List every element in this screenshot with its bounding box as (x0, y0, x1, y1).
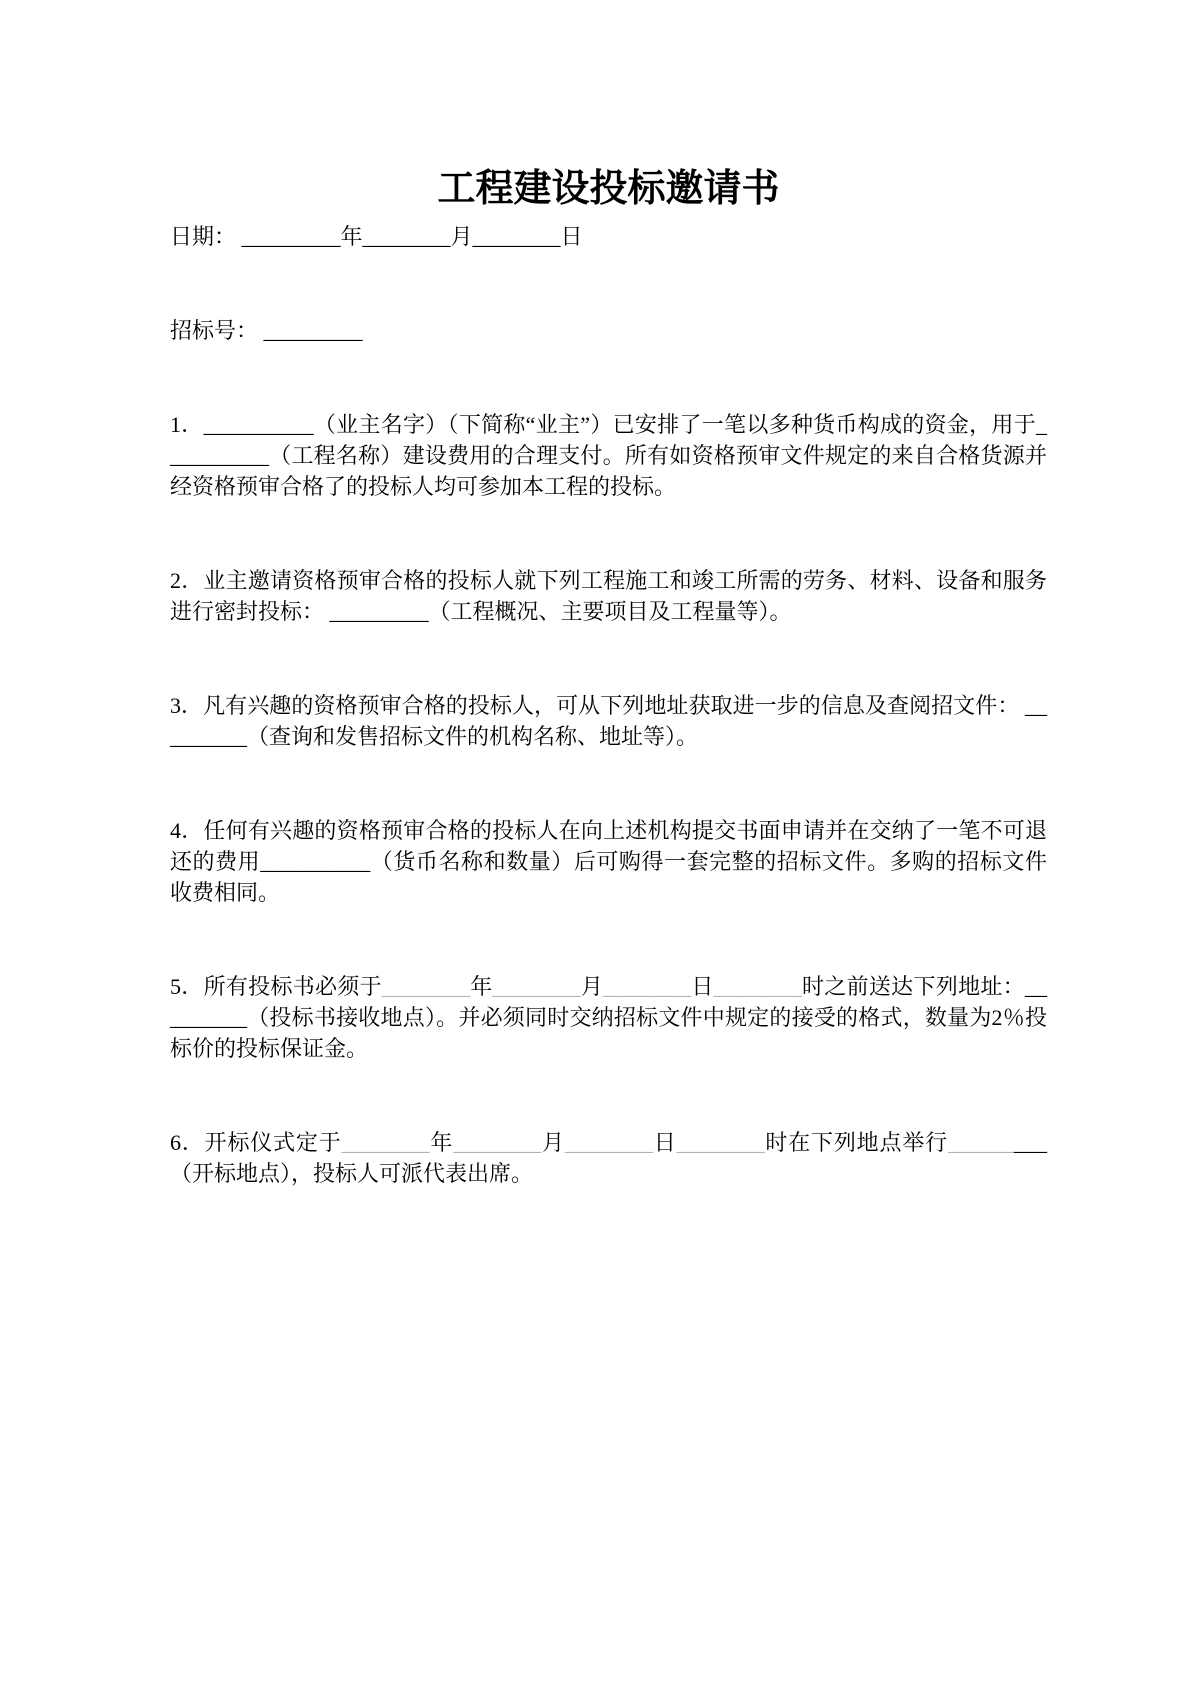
text-run: 6．开标仪式定于 (170, 1130, 342, 1155)
text-run: 月 (580, 974, 604, 999)
paragraph-5 (170, 971, 1047, 1064)
text-run: 日 (652, 1130, 677, 1155)
blank-field: ________ (603, 974, 692, 999)
text-run: （业主名字）（下简称“业主”）已安排了一笔以多种货币构成的资金，用于 (313, 412, 1036, 437)
blank-field: ________ (381, 974, 470, 999)
date-line (170, 221, 1047, 252)
text-run: 日期： (170, 224, 242, 249)
bid-number-line (170, 315, 1047, 346)
blank-field: ______ (947, 1130, 1014, 1155)
text-run: （工程名称）建设费用的合理支付。所有如资格预审文件规定的来自合格货源并经资格预审合格了的投标人均可参加本工程的投标。 (170, 443, 1047, 499)
text-run: 日 (560, 224, 583, 249)
text-run: 年 (340, 224, 363, 249)
text-run: 招标号： (170, 318, 264, 343)
text-run: 月 (541, 1130, 565, 1155)
blank-field: __________ (260, 849, 371, 874)
text-run: 2．业主邀请资格预审合格的投标人就下列工程施工和竣工所需的劳务、材料、设备和服务进行密封投标： (170, 568, 1047, 624)
text-run: （货币名称和数量）后可购得一套完整的招标文件。多购的招标文件收费相同。 (170, 849, 1047, 905)
blank-field: ________ (564, 1130, 653, 1155)
blank-field: __________ (170, 412, 1047, 468)
blank-field: ___ (1013, 1130, 1047, 1155)
blank-field: _________ (263, 318, 363, 343)
blank-field: ________ (676, 1130, 765, 1155)
text-run: （投标书接收地点）。并必须同时交纳招标文件中规定的接受的格式，数量为2％投标价的投标保证金。 (170, 1005, 1047, 1061)
text-run: （工程概况、主要项目及工程量等）。 (428, 599, 792, 624)
text-run: 日 (691, 974, 714, 999)
text-run: 月 (450, 224, 473, 249)
text-run: 时之前送达下列地址： (801, 974, 1025, 999)
blank-field: _________ (170, 693, 1047, 749)
blank-field: _________ (329, 599, 429, 624)
text-run: （开标地点），投标人可派代表出席。 (170, 1161, 534, 1186)
text-run: （查询和发售招标文件的机构名称、地址等）。 (247, 724, 699, 749)
paragraph-1 (170, 409, 1047, 502)
paragraph-3 (170, 690, 1047, 752)
blank-field: __________ (203, 412, 314, 437)
text-run: 3．凡有兴趣的资格预审合格的投标人，可从下列地址获取进一步的信息及查阅招文件： (170, 693, 1025, 718)
blank-field: _________ (241, 224, 341, 249)
blank-field: _________ (170, 974, 1047, 1030)
blank-field: ________ (341, 1130, 430, 1155)
text-run: 5．所有投标书必须于 (170, 974, 382, 999)
blank-field: ________ (362, 224, 451, 249)
blank-field: ________ (492, 974, 581, 999)
blank-field: ________ (472, 224, 561, 249)
text-run: 时在下列地点举行 (764, 1130, 948, 1155)
text-run: 年 (469, 974, 493, 999)
blank-field: ________ (453, 1130, 542, 1155)
paragraph-2 (170, 565, 1047, 627)
text-run: 1． (170, 412, 204, 437)
text-run: 4．任何有兴趣的资格预审合格的投标人在向上述机构提交书面申请并在交纳了一笔不可退还的费用 (170, 818, 1047, 874)
blank-field: ________ (713, 974, 802, 999)
paragraph-4 (170, 815, 1047, 908)
paragraph-6 (170, 1127, 1047, 1189)
document-title: 工程建设投标邀请书 (437, 168, 780, 210)
text-run: 年 (429, 1130, 454, 1155)
